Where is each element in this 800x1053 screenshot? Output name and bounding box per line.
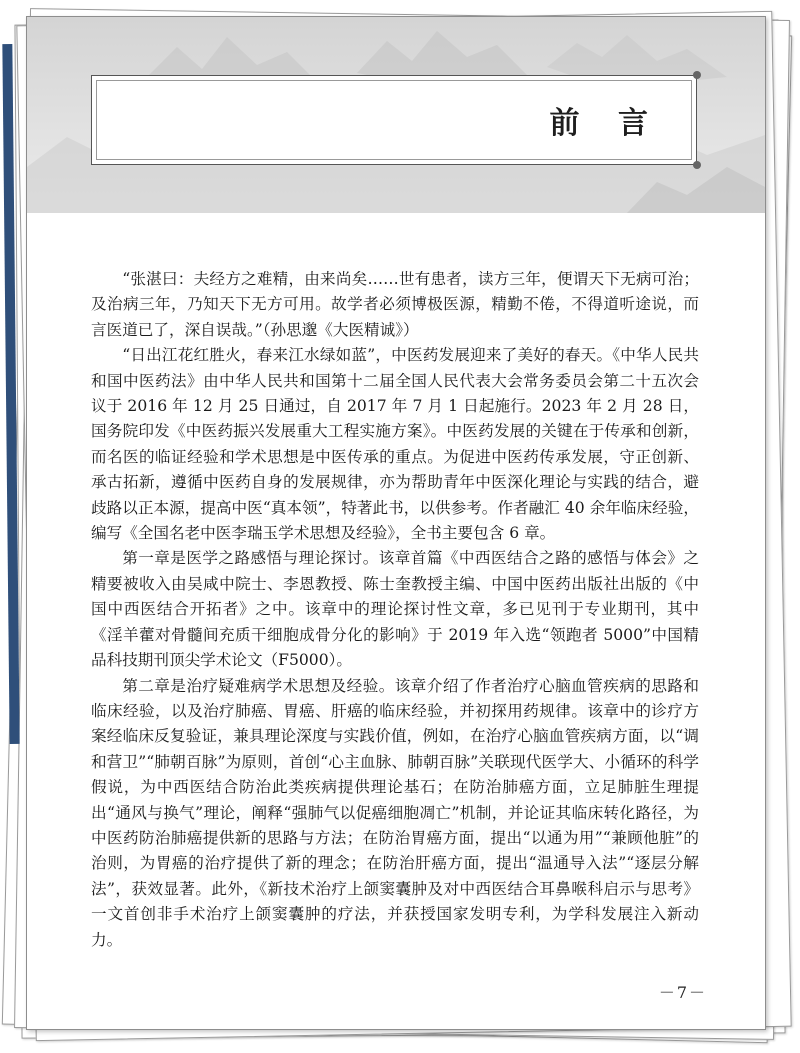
title-frame — [91, 75, 697, 165]
page-number: －7－ — [658, 983, 707, 1002]
paragraph: “张湛曰：夫经方之难精，由来尚矣……世有患者，读方三年，便谓天下无病可治；及治病三年，乃知天下无方可用。故学者必须博极医源，精勤不倦，不得道听途说，而言医道已了，深自误哉。”（孙思邈《大医精诚》） — [91, 270, 699, 339]
paragraph: 第一章是医学之路感悟与理论探讨。该章首篇《中西医结合之路的感悟与体会》之精要被收入由吴咸中院士、李恩教授、陈士奎教授主编、中国中医药出版社出版的《中国中西医结合开拓者》之中。该章中的理论探讨性文章，多已见刊于专业期刊，其中《淫羊藿对骨髓间充质干细胞成骨分化的影响》于 2019 年入选“领跑者 5000”中国精品科技期刊顶尖学术论文（F5000）。 — [91, 549, 699, 670]
header-band — [27, 17, 765, 213]
frame-corner-dot — [693, 161, 701, 169]
paragraph: “日出江花红胜火，春来江水绿如蓝”，中医药发展迎来了美好的春天。《中华人民共和国中医药法》由中华人民共和国第十二届全国人民代表大会常务委员会第二十五次会议于 2016 年 12 月 25 日通过，自 2017 年 7 月 1 日起施行。2023 年 2 月 28 日，国务院印发《中医药振兴发展重大工程实施方案》。中医药发展的关键在于传承和创新，而名医的临证经验和学术思想是中医传承的重点。为促进中医药传承发展，守正创新、承古拓新，遵循中医药自身的发展规律，亦为帮助青年中医深化理论与实践的结合，避歧路以正本源，提高中医“真本领”，特著此书，以供参考。作者融汇 40 余年临床经验，编写《全国名老中医李瑞玉学术思想及经验》，全书主要包含 6 章。 — [91, 346, 699, 543]
body-text — [91, 267, 699, 953]
page-title: 前 言 — [549, 106, 662, 141]
document-page — [26, 16, 766, 1030]
paragraph: 第二章是治疗疑难病学术思想及经验。该章介绍了作者治疗心脑血管疾病的思路和临床经验，以及治疗肺癌、胃癌、肝癌的临床经验，并初探用药规律。该章中的诊疗方案经临床反复验证，兼具理论深度与实践价值，例如，在治疗心脑血管疾病方面，以“调和营卫”“肺朝百脉”为原则，首创“心主血脉、肺朝百脉”关联现代医学大、小循环的科学假说，为中西医结合防治此类疾病提供理论基石；在防治肺癌方面，立足肺脏生理提出“通风与换气”理论，阐释“强肺气以促癌细胞凋亡”机制，并论证其临床转化路径，为中医药防治肺癌提供新的思路与方法；在防治胃癌方面，提出“以通为用”“兼顾他脏”的治则，为胃癌的治疗提供了新的理念；在防治肝癌方面，提出“温通导入法”“逐层分解法”，获效显著。此外，《新技术治疗上颌窦囊肿及对中西医结合耳鼻喉科启示与思考》一文首创非手术治疗上颌窦囊肿的疗法，并获授国家发明专利，为学科发展注入新动力。 — [91, 676, 699, 949]
frame-corner-dot — [693, 71, 701, 79]
